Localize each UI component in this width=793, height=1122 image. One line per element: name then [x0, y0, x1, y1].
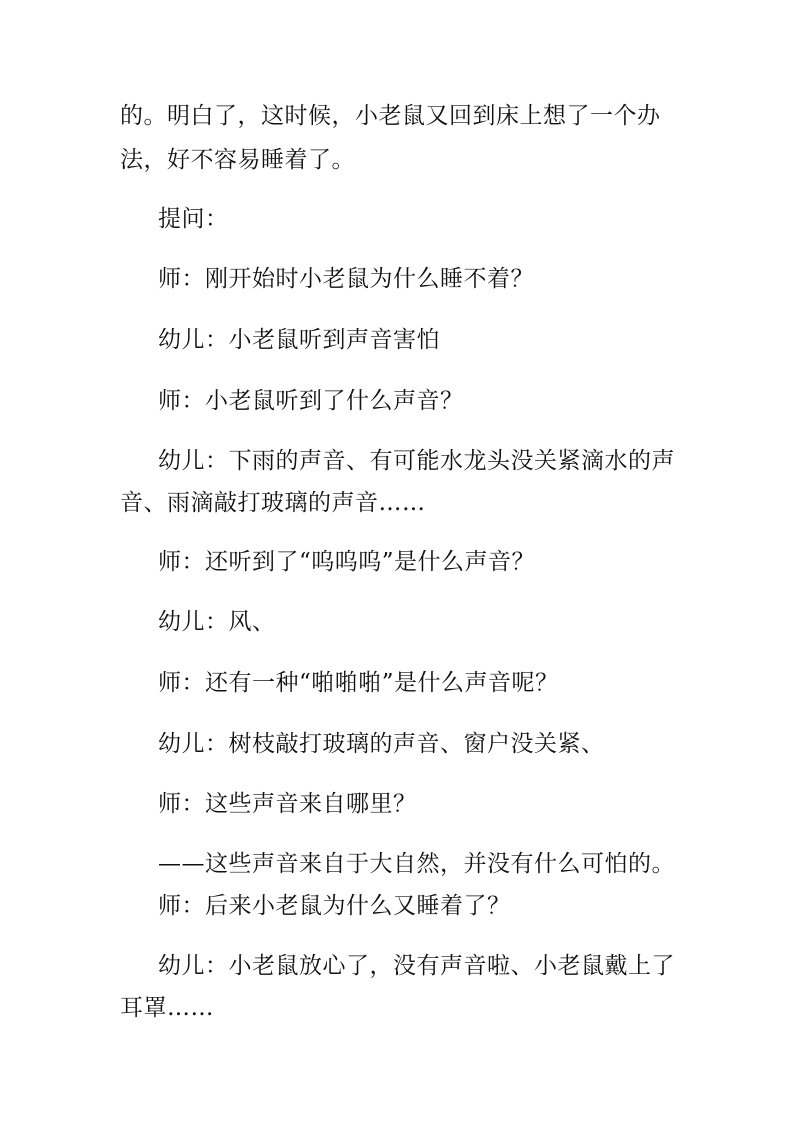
paragraph-line: 的。明白了，这时候，小老鼠又回到床上想了一个办	[120, 103, 661, 129]
teacher-question: 师：还有一种“啪啪啪”是什么声音呢？	[158, 670, 559, 696]
teacher-question: 师：刚开始时小老鼠为什么睡不着？	[158, 266, 534, 292]
paragraph-line: 法，好不容易睡着了。	[120, 147, 355, 173]
teacher-summary: ——这些声音来自于大自然，并没有什么可怕的。	[158, 851, 675, 877]
child-answer: 幼儿：小老鼠听到声音害怕	[158, 327, 440, 353]
teacher-question: 师：小老鼠听到了什么声音？	[158, 388, 464, 414]
child-answer: 幼儿：小老鼠放心了，没有声音啦、小老鼠戴上了	[158, 953, 675, 979]
child-answer-continued: 耳罩……	[120, 995, 214, 1021]
prompt-heading: 提问：	[158, 206, 229, 232]
teacher-question: 师：还听到了“呜呜呜”是什么声音？	[158, 549, 536, 575]
child-answer: 幼儿：下雨的声音、有可能水龙头没关紧滴水的声	[158, 448, 675, 474]
child-answer-continued: 音、雨滴敲打玻璃的声音……	[120, 490, 426, 516]
child-answer: 幼儿：树枝敲打玻璃的声音、窗户没关紧、	[158, 731, 605, 757]
teacher-question: 师：这些声音来自哪里？	[158, 791, 417, 817]
teacher-question: 师：后来小老鼠为什么又睡着了？	[158, 893, 511, 919]
child-answer: 幼儿：风、	[158, 609, 276, 635]
